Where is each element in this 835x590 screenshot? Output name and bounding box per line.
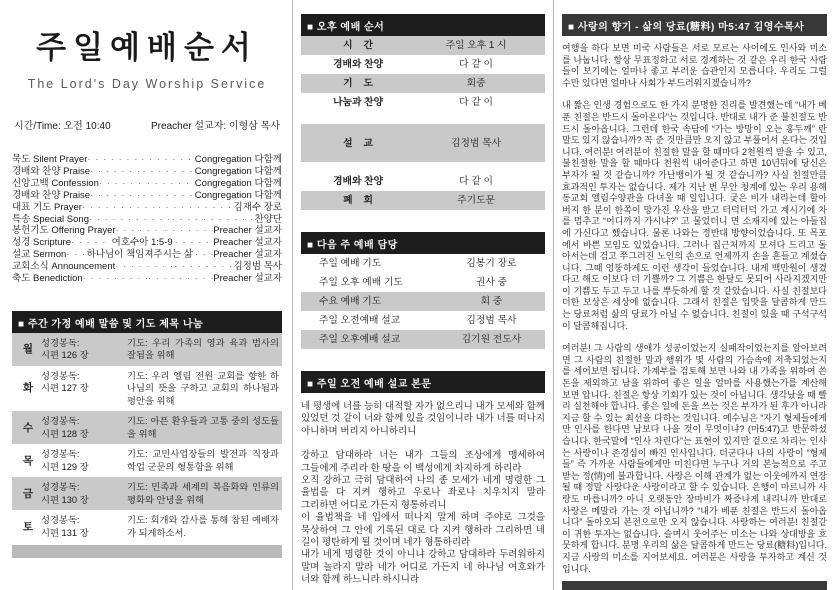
order-mid: 하나님이 책임져주시는 삶	[86, 249, 193, 261]
essay-header: ■ 사랑의 향기 - 삶의 당료(糖料) 마5:47 김영수목사	[562, 14, 827, 36]
service-row	[301, 55, 545, 74]
order-right: Congregation 다함께	[194, 165, 282, 177]
dot-leader	[147, 178, 195, 190]
next-week-header: ■ 다음 주 예배 담당	[301, 232, 545, 254]
scripture-label: 성경봉독:	[41, 482, 80, 493]
row-label: 수요 예배 기도	[319, 296, 382, 307]
row-label: 기 도	[343, 78, 373, 89]
scripture-cell	[41, 415, 127, 440]
dot-leader	[148, 273, 213, 285]
prayer-cell: 기도: 우리 가족의 영과 육과 범사의 잘됨을 위해	[127, 337, 279, 361]
row-value: 김정범 목사	[466, 315, 517, 326]
scripture-value: 시편 128 장	[41, 428, 89, 439]
order-label: 묵도 Silent Prayer	[12, 154, 88, 165]
service-row	[301, 93, 545, 112]
dot-leader	[66, 249, 84, 261]
dot-leader	[174, 261, 233, 273]
dot-leader	[82, 202, 158, 214]
worship-order-list	[12, 154, 282, 285]
table-row	[12, 444, 282, 477]
scripture-paragraph: 오직 강하고 극히 담대하여 나의 종 모세가 네게 명령한 그 율법을 다 지켜 행하고 우로나 좌로나 치우치지 말라 그리하면 어디로 가든지 형통하리니	[301, 475, 545, 511]
scripture-paragraph: 이 율법책을 네 입에서 떠나지 말게 하며 주야로 그것을 묵상하여 그 안에 기록된 대로 다 지켜 행하라 그리하면 네 길이 평탄하게 될 것이며 네가 형통하리라	[301, 512, 545, 549]
page-title: 주일예배순서	[36, 30, 258, 65]
row-label: 폐 회	[343, 195, 373, 206]
day-cell: 수	[22, 421, 34, 434]
row-value: 회 중	[480, 296, 503, 307]
scripture-cell	[41, 448, 127, 473]
order-item	[12, 178, 282, 190]
order-label: 설교 Sermon	[12, 249, 67, 261]
prayer-cell: 기도: 우리 엘림 전원 교회를 향한 하나님의 뜻을 구하고 교회의 하나됨과 평안을 위해	[127, 370, 279, 406]
dot-leader	[116, 225, 165, 237]
order-mid: 여호수아 1:5-9	[111, 237, 173, 249]
family-worship-table	[12, 311, 282, 559]
essay-paragraph: 여행을 하다 보면 미국 사람들은 서로 모르는 사이에도 인사와 미소를 나눕니다. 항상 무표정하고 서로 경계하는 것 같은 우리 한국 사람들이 보기에는 얼마나 좋고 부러운 습관인지 모릅니다. 우리도 그럴수만 있다면 얼마나 사회가 부드러워지겠습니까?	[562, 43, 827, 88]
right-column	[554, 0, 835, 590]
row-value: 다 같 이	[459, 176, 493, 187]
row-value: 권사 중	[475, 277, 507, 288]
dot-leader	[142, 166, 194, 178]
order-item	[12, 202, 282, 214]
order-right: 김정범 목사	[233, 261, 283, 273]
order-right: Preacher 설교자	[213, 249, 282, 261]
service-time: 시간/Time: 오전 10:40	[14, 121, 111, 132]
row-value: 회중	[466, 78, 486, 89]
table-row	[12, 333, 282, 366]
scripture-label: 성경봉독:	[41, 515, 80, 526]
scripture-cell	[41, 514, 127, 539]
spacer	[301, 112, 545, 124]
spacer	[301, 210, 545, 232]
service-row	[301, 124, 545, 162]
scripture-value: 시편 126 장	[41, 350, 89, 361]
essay-paragraph: 여러분! 그 사람의 생애가 성공이었는지 실패작이었는지를 알아보려면 그 사람의 친절한 말과 행위가 몇 사람의 가슴속에 저축되었는지를 세어보면 됩니다. 가계부를 검토해 보면 나와 내 가족을 위하여 쓴 돈을 제외하고 남을 위하여 좋은 일을 얼마를 사용했는가를 계산해 보면 압니다. 친절은 항상 기회가 있는 것이 아닙니다. 생각났을 때 빨리 실천해야 합니다. 좋은 일에 돈을 쓰는 것은 부자가 된 후가 아니라 지금 할 수 있는 최선을 다하는 것입니다. 예수님은 “자기 형제들에게만 인사를 한다면 남보다 나을 것이 무엇이냐? (마5:47)고 반문하셨습니다. 한국말에 “인사 차린다”는 표현이 있지만 겉으로 차리는 인사는 사랑이나 존경심이 빠진 인사입니다. 더군다나 나의 사랑이 “형제들” 즉 가까운 사람들에게만 미친다면 누구나 거의 본능적으로 주고받는 정(情)에 불과합니다. 사랑은 이해 관계가 없는 이웃에까지 연장될 때 정말 사랑다운 사랑이라고 할 수 있습니다. 은행이 마르니까 사랑도 마릅니까? 아니 오랫동안 장마비가 짜증나게 내리니까 반대로 사랑은 메말라 가는 것 아닙니까? “내가 베푼 친절은 반드시 돌아옵니다” 돌아오되 본전으로만 오지 않습니다. 사랑하는 여러분! 친절같이 귀한 투자는 없습니다. 슬며시 웃어주는 미소는 나와 상대방을 흐뭇하게 합니다. 분명 우리의 삶은 달콤하게 만드는 당료(糖料)입니다. 지금 사랑의 미소를 지어보세요. 여러분은 사랑을 투자하고 계신 것입니다.	[562, 343, 827, 574]
dot-leader	[71, 237, 110, 249]
scripture-value: 시편 127 장	[41, 383, 89, 394]
row-label: 경배와 찬양	[333, 59, 384, 70]
scripture-cell	[41, 481, 127, 506]
column-footer-bar	[562, 581, 827, 590]
order-label: 성경 Scripture	[12, 237, 72, 249]
order-right: Congregation 다함께	[194, 154, 283, 165]
dot-leader	[172, 214, 255, 226]
row-label: 경배와 찬양	[333, 176, 384, 187]
order-right: Congregation 다함께	[194, 177, 283, 189]
table-row	[12, 411, 282, 444]
dot-leader	[99, 178, 147, 190]
day-cell: 목	[22, 454, 34, 467]
scripture-paragraph: 강하고 담대하라 너는 내가 그들의 조상에게 맹세하여 그들에게 주리라 한 땅을 이 백성에게 차지하게 하리라	[301, 450, 545, 474]
family-worship-header: ■ 주간 가정 예배 말씀 및 기도 제목 나눔	[12, 311, 282, 333]
middle-column	[292, 0, 554, 590]
order-right: Congregation 다함께	[194, 189, 282, 201]
prayer-cell: 기도: 회개와 감사를 통해 참된 예배자가 되게하소서.	[127, 515, 279, 538]
scripture-label: 성경봉독:	[41, 449, 80, 460]
order-label: 봉헌기도 Offering Prayer	[12, 225, 116, 237]
row-value: 주기도문	[457, 195, 496, 206]
order-item	[12, 190, 282, 202]
table-row	[12, 477, 282, 510]
assignment-row	[301, 273, 545, 292]
row-value: 주일 오후 1 시	[445, 40, 507, 51]
day-cell: 금	[22, 487, 34, 500]
service-row	[301, 36, 545, 55]
service-info-line	[14, 117, 280, 132]
assignment-row	[301, 292, 545, 311]
scripture-value: 시편 130 장	[41, 494, 89, 505]
row-value: 김봉기 장로	[466, 258, 517, 269]
row-label: 시 간	[343, 40, 373, 51]
order-item	[12, 249, 282, 261]
dot-leader	[164, 225, 213, 237]
order-item	[12, 166, 282, 178]
prayer-cell: 기도: 민족과 세계의 복음화와 인류의 평화와 안녕을 위해	[127, 482, 279, 505]
essay-paragraph: 내 짧은 인생 경험으로도 한 가지 분명한 진리를 발견했는데 “내가 베푼 친절은 반드시 돌아온다”는 것입니다. 반대로 내가 준 불친절도 반드시 돌아옵니다. 그런데 한국 속담에 “가는 방망이 오는 홍두깨” 란 말도 있지 않습니까? 꼭 준 것만큼만 오지 않고 부풀어서 온다는 것입니다. 여러분! 여러분이 친절한 말을 할 때마다 2천원씩 받을 수 있고, 불친절한 말을 할 때마다 천원씩 내어준다고 하면 10년뒤에 당신은 부자가 될 것 같습니까? 가난뱅이가 될 것 같습니까? 사실 친절만큼 효과적인 투자는 없습니다. 제가 지난 번 무안 청계에 있는 우리 용해동교회 엘림수양관을 다녀올 때 일입니다. 궂은 비가 내리는데 할아버지 한 분이 한쪽이 망가진 우산을 받고 터덕터덕 가고 계시기에 차를 멈추고 “어디까지 가시냐?” 고 물었더니 면 소재지에 있는 아들집에 가신다고 했습니다. 물론 나와는 정반대 방향이었습니다. 또 목포에서 바쁜 모임도 있었습니다. 그러나 집근처까지 모셔다 드리고 돌아서는데 검고 쭈그러진 노인의 손으로 언제까지 손을 흔들고 계셨습니다. 그때 엉뚱하게도 이런 생각이 들었습니다. 내게 백만원이 생겼다고 해도 이보다 더 기쁠까? 그 기쁨은 한달도 못되어 사라지겠지만 이 기쁨도 두고 두고 나를 뿌듯하게 할 것 같았습니다. 사실 친절보다 더한 보상은 세상에 없습니다. 그래서 친절은 입맛을 달콤하게 만드는 당료처럼 삶의 당료가 아닐 수 없습니다. 친절이 있을 때 구석구석이 달콤해집니다.	[562, 100, 827, 331]
scripture-paragraph: 내가 네게 명령한 것이 아니냐 강하고 담대하라 두려워하지 말며 놀라지 말라 네가 어디로 가든지 네 하나님 여호와가 너와 함께 하느니라 하시니라	[301, 549, 545, 586]
row-label: 주일 오후 예배 기도	[319, 277, 403, 288]
day-cell: 화	[22, 382, 34, 395]
order-label: 경배와 찬양 Praise	[12, 165, 91, 177]
order-label: 축도 Benediction	[12, 273, 83, 285]
scripture-cell	[41, 337, 127, 362]
dot-leader	[90, 190, 142, 202]
row-label: 나눔과 찬양	[333, 97, 384, 108]
order-item	[12, 261, 282, 273]
service-preacher: Preacher 설교자: 이형삼 목사	[151, 121, 280, 132]
service-row	[301, 191, 545, 210]
assignment-row	[301, 254, 545, 273]
order-label: 대표 기도 Prayer	[12, 201, 82, 213]
scripture-label: 성경봉독:	[41, 370, 80, 381]
spacer	[301, 349, 545, 371]
service-row	[301, 74, 545, 93]
order-right: 찬양단	[254, 213, 283, 225]
spacer	[301, 162, 545, 172]
prayer-cell: 기도: 교민사업장들의 발전과 직장과 학업 군문의 형통함을 위해	[127, 449, 279, 472]
day-cell: 토	[22, 520, 34, 533]
table-footer-bar	[12, 545, 282, 558]
order-item	[12, 273, 282, 285]
table-row	[12, 366, 282, 412]
day-cell: 월	[22, 343, 34, 356]
scripture-label: 성경봉독:	[41, 416, 80, 427]
dot-leader	[87, 154, 141, 166]
order-item	[12, 154, 282, 166]
dot-leader	[115, 261, 174, 273]
dot-leader	[141, 154, 195, 166]
order-label: 신앙고백 Confession	[12, 177, 99, 189]
dot-leader	[158, 202, 234, 214]
dot-leader	[175, 237, 214, 249]
order-item	[12, 237, 282, 249]
page-subtitle: The Lord's Day Worship Service	[27, 77, 267, 91]
dot-leader	[83, 273, 148, 285]
row-value: 다 같 이	[459, 97, 493, 108]
row-value: 김정범 목사	[451, 137, 502, 149]
assignment-row	[301, 311, 545, 330]
dot-leader	[90, 166, 142, 178]
row-label: 주일 오전예배 설교	[319, 315, 401, 326]
scripture-value: 시편 129 장	[41, 461, 89, 472]
row-label: 주일 오후예배 설교	[319, 334, 401, 345]
sermon-scripture-header: ■ 주일 오전 예배 설교 본문	[301, 371, 545, 393]
order-right: Preacher 설교자	[213, 237, 282, 249]
order-label: 교회소식 Announcement	[12, 261, 116, 273]
scripture-cell	[41, 370, 127, 408]
scripture-value: 시편 131 장	[41, 527, 89, 538]
afternoon-service-header: ■ 오후 예배 순서	[301, 14, 545, 36]
scripture-label: 성경봉독:	[41, 337, 80, 348]
dot-leader	[142, 190, 194, 202]
order-label: 경배와 찬양 Praise	[12, 189, 91, 201]
scripture-paragraph: 네 평생에 너를 능히 대적할 자가 없으리니 내가 모세와 함께 있었던 것 같이 너와 함께 있을 것임이니라 내가 너를 떠나지 아니하며 버리지 아니하리니	[301, 401, 546, 437]
row-value: 다 같 이	[459, 59, 493, 70]
order-right: Preacher 설교자	[213, 225, 282, 237]
order-right: 김재수 장로	[233, 201, 282, 213]
dot-leader	[195, 249, 213, 261]
service-row	[301, 172, 545, 191]
row-value: 김기원 전도사	[461, 334, 522, 345]
dot-leader	[89, 214, 172, 226]
assignment-row	[301, 330, 545, 349]
left-column	[0, 0, 292, 590]
row-label: 설 교	[343, 137, 373, 149]
order-right: Preacher 설교자	[213, 273, 282, 285]
order-item	[12, 214, 282, 226]
sermon-scripture-text	[301, 401, 545, 587]
order-item	[12, 225, 282, 237]
prayer-cell: 기도: 아픈 환우들과 고통 중의 성도들을 위해	[127, 416, 279, 439]
essay-text	[562, 43, 827, 575]
table-row	[12, 510, 282, 543]
order-label: 특송 Special Song	[12, 213, 89, 225]
row-label: 주일 예배 기도	[319, 258, 382, 269]
